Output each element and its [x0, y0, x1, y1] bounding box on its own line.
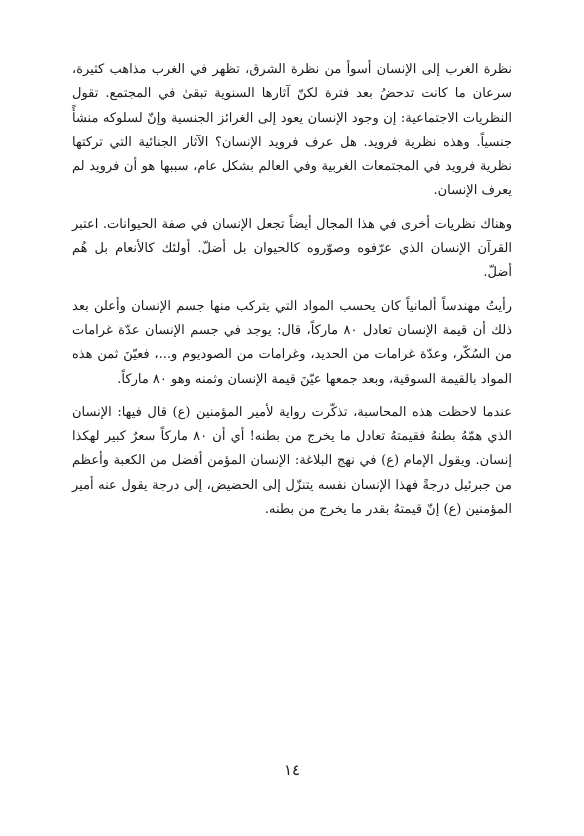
paragraph-1: نظرة الغرب إلى الإنسان أسوأ من نظرة الشرق، تظهر في الغرب مذاهب كثيرة، سرعان ما كانت تدحضُ بعد فترة لكنّ آثارها السنوية تبقىٰ في المجتمع. تقول النظريات الاجتماعية: إن وجود الإنسان يعود إلى الغرائز الجنسية وإنّ لسلوكه منشأً جنسياً. وهذه نظرية فرويد. هل عرف فرويد الإنسان؟ الآثار الجنائية التي تركتها نظرية فرويد في المجتمعات الغربية وفي العالم بشكل عام، سببها هو أن فرويد لم يعرف الإنسان. — [72, 62, 512, 199]
paragraph-3: رأيتُ مهندساً ألمانياً كان يحسب المواد التي يتركب منها جسم الإنسان وأعلن بعد ذلك أن قيمة الإنسان تعادل ٨٠ ماركاً، قال: يوجد في جسم الإنسان عدّة غرامات من السُكّر، وعدّة غرامات من الحديد، وغرامات من الصوديوم و...، فعيّنَ ثمن هذه المواد بالقيمة السوقية، وبعد جمعها عيّنَ قيمة الإنسان وثمنه وهو ٨٠ ماركاً. — [72, 298, 512, 387]
paragraph-2: وهناك نظريات أخرى في هذا المجال أيضاً تجعل الإنسان في صفة الحيوانات. اعتبر القرآن الإنسان الذي عرّفوه وصوّروه كالحيوان بل أضلّ. أولئك كالأنعام بل هُم أضلّ. — [72, 216, 512, 281]
paragraph-4: عندما لاحظت هذه المحاسبة، تذكّرت رواية لأمير المؤمنين (ع) قال فيها: الإنسان الذي همّهُ بطنهُ فقيمتهُ تعادل ما يخرج من بطنه! أي أن ٨٠ ماركاً سعرٌ كبير لهكذا إنسان. ويقول الإمام (ع) في نهج البلاغة: الإنسان المؤمن أفضل من الكعبة وأعظم من جبرئيل درجةً فهذا الإنسان نفسه يتنزّل إلى الحضيض، إلى درجة يقول عنه أمير المؤمنين (ع) إنّ قيمتهُ بقدر ما يخرج من بطنه. — [72, 404, 513, 518]
page-number: ١٤ — [283, 761, 301, 779]
body-text — [72, 58, 512, 522]
